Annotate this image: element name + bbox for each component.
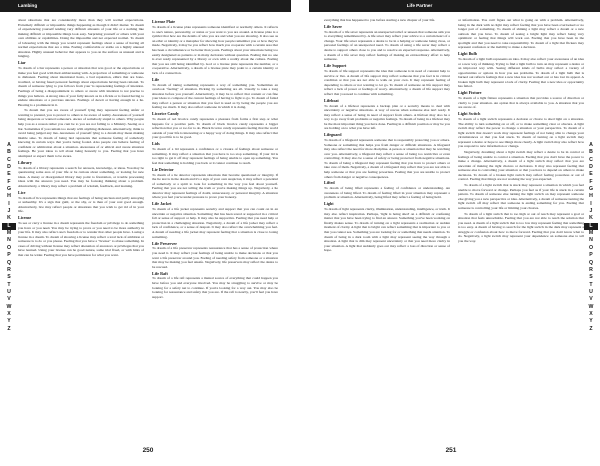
alphabet-tab-c[interactable]: C: [7, 156, 11, 163]
entry-text: To dream of a library represents a search for answers, knowledge, or ideas. You may be questioning some area of your life or be curious about something, or looking for new ideas. A messy or disorganized library may point to frustration, or trouble processing ideas with the answers you need. You may be focusing thinking about a problem. Alternatively, a library may reflect a problem of wisdom, feedback, and learning.: [18, 165, 144, 188]
entry-heading: Light Switch: [458, 111, 481, 117]
entry-heading: Light: [324, 201, 334, 207]
alphabet-tab-i[interactable]: I: [590, 200, 592, 207]
entry-heading: Licorice Candy: [152, 111, 179, 117]
entry-text: To dream of lice represents things that are feelings of being unclean and partly annoying or unhealthy. It's a sign that guilt, or the shy, or is then of your real good enough. Alternatively, lice may reflect people or situations that you wish to get rid of in your life.: [18, 195, 144, 214]
right-column-1: [324, 18, 450, 446]
entry-heading: Life Support: [324, 63, 347, 69]
alphabet-tab-s[interactable]: S: [7, 274, 11, 281]
alphabet-tab-l[interactable]: L: [2, 223, 16, 230]
entry-text: To dream of a life raft represents a mutual source of everything that could happen you have before you and everyone involved. You may be struggling to survive or may be looking for a safety net to continue. If you're looking for a way out. You may also be looking for reassurance and safety that you are. If the raft is nearby, you'll feel you have support.: [152, 276, 278, 299]
entry-heading: Lids: [152, 141, 160, 147]
alphabet-tab-g[interactable]: G: [588, 186, 594, 193]
entry-text: To dream of a lifeboat represents a backup plan or a security means to deal with uncertainty or negative situations. A way of rescue when someone else isn't ready. It may reflect a sense of being in need of support from others. A lifeboat may also be a way to go away from problems or negative feelings. To dream of being in a lifeboat may be the most important thing you have done. Feeling in a difficult position or may be you are holding on to what you have left.: [324, 103, 450, 131]
right-running-header: Life Partner: [309, 0, 600, 12]
alphabet-tab-y[interactable]: Y: [589, 318, 593, 325]
left-alphabet-tabs: [2, 142, 16, 333]
entry-text: To dream of a liar represents a person or situation that was good or the expectations or make you feel good with their embarrassing with. A projection of something or someone is dishonest. Feeling about intentional hosts, a bad reputation, ethics that are bone-troubled, or having fused personal feelings about expectations having been rational. To dream of someone lying to you follows from your 'is representing feelings of intention. Feelings of being a disappointment to others or aware with intention is not precise to things you believe. A strong idea of your fully known as in a fickle or is found having to endure situations or a previous sincere. Feelings of deceit or having enough in a lie. Hearing is a prominent in it.: [18, 66, 144, 107]
entry-heading: Lice: [18, 189, 26, 195]
entry-heading: Life Preserver: [152, 240, 178, 246]
alphabet-tab-m[interactable]: M: [6, 230, 12, 237]
alphabet-tab-j[interactable]: J: [589, 208, 593, 215]
entry-heading: Life Raft: [152, 270, 168, 276]
entry-heading: Liar: [18, 60, 26, 66]
entry-text: To dream of a light switch represents a decision or choice to shed light on a situation. The ability to turn something on or off, or to make something clear or obscure. A light switch may reflect the power to change a situation or your perspective. To dream of a light switch that doesn't work may represent feelings of not being able to change your circumstances or that you feel stuck. To dream of turning on a light switch may represent a desire or hope to see things more clearly. A light switch may also reflect how you respond to new information or change.: [458, 117, 584, 149]
alphabet-tab-j[interactable]: J: [7, 208, 11, 215]
entry-heading: Light Fixture: [458, 90, 482, 96]
alphabet-tab-k[interactable]: K: [589, 215, 593, 222]
entry-text: To dream of a life preserver represents reassurance that has a sense of protection where you need it. It may reflect your feelings of being unable to make decisions or that you want a life preserver around you. Feeling of needing safety from someone or a situation that may be making you feel unsafe. Negatively, life preservers may reflect the desire to be rescued.: [152, 246, 278, 269]
alphabet-tab-t[interactable]: T: [589, 281, 593, 288]
alphabet-tab-s[interactable]: S: [589, 274, 593, 281]
left-column-1: [18, 18, 144, 446]
alphabet-tab-u[interactable]: U: [7, 288, 11, 295]
alphabet-tab-f[interactable]: F: [7, 178, 11, 185]
alphabet-tab-r[interactable]: R: [589, 266, 593, 273]
entry-heading: Lifeguard: [324, 132, 342, 138]
entry-text: To dream of a lifeguard represents someone that is responsibly protecting you or others. Someone or something that helps you from danger or difficult situations. A lifeguard may also reflect the need for more discipline. A person or situation that may be watching over you. Alternatively, a lifeguard may reflect a sense of being too restrictive or even controlling. It may also be a sense of safety or being protected from negative situations. To dream of being a lifeguard may represent feeling that you have to protect others or take care of them. Negatively, a dream of a lifeguard may reflect that you are not able to help someone or that you are feeling powerless. Feeling that you are unable to protect others from danger or negative consequences.: [324, 138, 450, 179]
entry-text: To dream of a light bulb represents an idea. It may also reflect your awareness of an idea or a new way of thinking. Trying to find a light bulb to turn on may represent a desire or an improved way with. Seeing different kinds of bulbs may reflect a variety of opportunities or options in how you see problems. To dream of a light bulb that is burned out reflects feelings that a new idea has not worked out or has lost its appeal. A broken light bulb may represent a lack of clarity. Feeling that a new idea or opportunity has failed.: [458, 57, 584, 89]
alphabet-tab-r[interactable]: R: [7, 266, 11, 273]
entry-text: To dream that you are aware of yourself lying may represent feeling unfair or wanting to pretend, you to protect to others to be aware of reality. Awareness of yourself being desperate or wanted someone's. Aware of somebody stupid to others. Why people help you as a reason rather you cant be to you are not falling to a Ministry. Seeing as a liar. Sometimes if you remain too steady with anything dishonest. Alternatively, think to avoid being judged any lies. Awareness of yourself lying to a dream may mean making likable sake. To dream of being lied represents that someone feeling of somebody knowing in certain ways that you're being fooled. Also people can behave feeling of confident or admiration about a situation. Awareness of or ethical and aware situation feelings. Be your ideas to tell about being honestly to you. Feeling that you have attempted or expect them to be aware.: [18, 108, 144, 158]
alphabet-tab-o[interactable]: O: [6, 244, 12, 251]
alphabet-tab-n[interactable]: N: [7, 237, 11, 244]
alphabet-tab-v[interactable]: V: [589, 296, 593, 303]
entry-text: To dream of a light fixture represents a situation that provides a source of direction or clarity to your situation. An option that is always available to you. A situation that you are aware of.: [458, 96, 584, 110]
entry-text: To dream of light represents clarity, illumination, understanding, intelligence, or truth. It may also reflect inspiration. Perhaps, 'light is being shed' on a difficult or confusing matter that you have been trying to find an answer. Something you've been working on finally makes sense. To dream of turning on a light represents a realization or sudden moment of clarity. A light that is bright can reflect something that is important to you or that you cannot see. Something you are looking for or something that needs attention. To dream of being in a dark room with a light may represent seeing the way through a situation. A light that is dim may represent uncertainty or that you need more clarity in your situation. A light that suddenly goes out may reflect a loss of direction or sense of hope.: [324, 207, 450, 253]
alphabet-tab-d[interactable]: D: [589, 164, 593, 171]
entry-text: Negatively, dreaming about a light switch may reflect a desire to be in control or feelings of being unable to control a situation. Feeling that you don't have the power to make a change. Alternatively, a dream of a light switch may reflect that you are uncertain of making the right choices or decisions. It may also represent feeling that someone else is controlling your situation or that you have to depend on others to make decisions. To dream of a broken light switch may reflect feeling powerless or out of control. Feeling that things are not working the way you expected.: [458, 150, 584, 182]
alphabet-tab-x[interactable]: X: [589, 310, 593, 317]
entry-text: To dream of taking something represents a way of something you. Sometimes an overlook "feeling" of situation. Picking by something are all. Usually to take a long situation before you yourself. Alternatively, it may be to reflect that content or can fine your ideas to compare of the current feelings of having to fight to go. To dream of failed may reflect a person or situation that you feel is used as by being the people you are feeling too much. It may also reflect someone in which it is doing.: [152, 82, 278, 110]
alphabet-tab-m[interactable]: M: [588, 230, 594, 237]
alphabet-tab-h[interactable]: H: [7, 193, 11, 200]
alphabet-tab-l[interactable]: L: [584, 223, 598, 230]
alphabet-tab-q[interactable]: Q: [588, 259, 594, 266]
entry-text: To dream of a life saver represents an unexpected relief or unseen that someone aids you to everything remembered by. A life saver may reflect your advice to a certain heart of a change. Your life saver represents a desire to be in a helping or someone being close, or personal feelings of an unexpected need. To dream of using a life saver may reflect a desire to support others close to you and to resolve an expected response. Alternatively, a dream of a life saver may reflect feelings of making an extraordinary effort to help someone.: [324, 29, 450, 62]
entry-text: To dream of a lie detector represents situations that become questioned or integrity. If the lie test is in the dream and it's a sign of your own suspicion, it may reflect a potential of somebody or a spirit to look for something in the way you feel about yourself. Feeling that you are not telling the truth or you're making things up. Negatively, a lie detector may represent feelings of doubt, unnecessary, or personal integrity. A situation where you feel you're under pressure to prove your honesty.: [152, 172, 278, 200]
alphabet-tab-d[interactable]: D: [7, 164, 11, 171]
entry-text: To dream of a lid represents a confidence or a closure of feelings about someone or something. It may reflect a situation that you have is too stop something. If your lid is too tight to get it off may represent feelings of being unable to open up something. You feel that something is holding you back or it cannot continue to reach.: [152, 147, 278, 165]
left-running-header: Lambing: [0, 0, 291, 12]
alphabet-tab-w[interactable]: W: [6, 303, 12, 310]
entry-text: To dream of a life jacket represents security and support that you can count on in an uncertain or negative situation. Something that has been saved or supported in a critical fall or sense of support or help. It may also be supportive. Feeling that you need help or protection in a challenging situation. Negatively, a dream of a life jacket may reflect a lack of confidence, or a sense of despair. It may also reflect the overwhelming you feel. A dream of needing a life jacket may represent feeling that a situation is close to losing something.: [152, 207, 278, 239]
right-column-2: [458, 18, 584, 446]
entry-text: or information. You can't figure out what is going on with a problem. Alternatively, being in the dark with no light may reflect feeling that you have been overlooked or no longer part of something. To dream of shining a light may reflect a dream or a new outlook that you have. To dream of seeing a bright light may reflect being very optimistic or feeling that things will work out. Feeling that you have been in the spotlight and that you need to take responsibility. To dream of a light that flickers may represent confusion or the inability to make a decision.: [458, 18, 584, 50]
alphabet-tab-k[interactable]: K: [7, 215, 11, 222]
alphabet-tab-y[interactable]: Y: [7, 318, 11, 325]
entry-heading: Life: [152, 76, 160, 82]
alphabet-tab-n[interactable]: N: [589, 237, 593, 244]
alphabet-tab-p[interactable]: P: [7, 252, 11, 259]
entry-text: everything that has happened to you before starting a new chapter of your life.: [324, 18, 436, 22]
alphabet-tab-c[interactable]: C: [589, 156, 593, 163]
alphabet-tab-p[interactable]: P: [589, 252, 593, 259]
entry-heading: Life Jacket: [152, 201, 172, 207]
entry-text: To dream of a light switch that is too high or out of reach may represent a goal or situation that feels unreachable. Feeling that you are not able to reach the solution that you need. A dream of a light switch that is too low may represent feeling that something is too easy. A dream of having to search for the light switch in the dark may represent a struggle or confusion about how to move forward. Feeling that you don't know what to do. Negatively, a light switch may represent your dependence on someone else to tell you the way.: [458, 211, 584, 243]
alphabet-tab-o[interactable]: O: [588, 244, 594, 251]
alphabet-tab-b[interactable]: B: [589, 149, 593, 156]
entry-heading: Lifted: [324, 180, 335, 186]
entry-text: To dream of being lifted represents a feeling of confidence or understanding. An awareness of being lifted. To dream of feeling lifted in your situation may represent a problem or situation. Alternatively, being lifted may reflect a feeling of being held.: [324, 186, 450, 200]
alphabet-tab-z[interactable]: Z: [589, 325, 593, 332]
alphabet-tab-e[interactable]: E: [589, 171, 593, 178]
alphabet-tab-g[interactable]: G: [6, 186, 12, 193]
left-column-2: [152, 18, 278, 446]
alphabet-tab-w[interactable]: W: [588, 303, 594, 310]
alphabet-tab-u[interactable]: U: [589, 288, 593, 295]
entry-heading: Library: [18, 159, 32, 165]
right-page: [300, 0, 600, 466]
entry-heading: Lie Detector: [152, 166, 174, 172]
entry-heading: License: [18, 215, 32, 221]
entry-text: To dream of red licorice candy represents a pleasure from forms a first step or what happens for a positive path. To dream of black licorice candy represents a bigger reflection that you or too far to do. Black licorice candy represents feeling that the world outside of your life is interesting or a happy way of doing things. It may also reflect that your good life is to be good.: [152, 117, 278, 140]
alphabet-tab-b[interactable]: B: [7, 149, 11, 156]
alphabet-tab-h[interactable]: H: [589, 193, 593, 200]
right-alphabet-tabs: [584, 142, 598, 333]
entry-heading: Light Bulb: [458, 51, 477, 57]
alphabet-tab-t[interactable]: T: [7, 281, 11, 288]
entry-text: To dream of a license plate represents someone identified or normally others. It reflects to one's nature, personality, or status or you want to you are around. A license plate is a symbol that how are the details of who you are and what you are showing. It also see as an ethic or identity or a metaphor for showing how people remember you or how they've made. Negatively, it may be you reflect how much you cooperate with a certain area that has been a circumstance or be better than yours. Feelings about your situations being too easily designated as patterns or in many decisions without question. Feeling that no one is ever ready represented by a library or own with a reality about the culture. Feeling that you are still being identified by. God or a license plate represents the number, or a cooperative. Alternatively, a dream of a license plate may point to a certain identity or lack of a connection.: [152, 25, 278, 75]
alphabet-tab-a[interactable]: A: [589, 142, 593, 148]
entry-heading: License Plate: [152, 19, 176, 25]
alphabet-tab-v[interactable]: V: [7, 296, 11, 303]
alphabet-tab-e[interactable]: E: [7, 171, 11, 178]
entry-text: To dream of life support represents the idea that someone is in need of constant help to survive or live. A dream of life support may reflect someone that you feel is in critical condition or that you are not able to walk on your own. It may represent feeling of depending to others or not wanting to let go. To dream of someone on life support may reflect a lack of power or feelings of worry. Alternatively, a dream of life support may reflect that you need to continue with something.: [324, 68, 450, 96]
entry-heading: Lifeboat: [324, 97, 339, 103]
entry-text: To see or carry a license in a dream represents the freedom or privilege to do something you have or you need. You may be trying to prove or you need to be more authority in your life. It may also reflect one's freedom or to wander that other people have. Losing a license in a dream. To dream of showing a license may reflect a total lack of ambition or someone is to do or you please. Feeling that you have a "license" to abuse something. In cases of driving without license may reflect alienation of ancestors or privileges that you have learned. Using your license can be good nature, some trial fixed, or with hints of that can be wider. Feeling that you have permission for what you want.: [18, 221, 144, 257]
alphabet-tab-a[interactable]: A: [7, 142, 11, 148]
alphabet-tab-i[interactable]: I: [8, 200, 10, 207]
entry-heading: Life Saver: [324, 23, 343, 29]
alphabet-tab-z[interactable]: Z: [7, 325, 11, 332]
entry-text: about situations that are considerably more than they will normal expectations. Extremely difficult or impossible things happening as though it didn't matter. To dream of experiencing yourself tending very difficult amounts of your life or a nothing like making difficult or impossible things look easy. Surprising yourself or others with your own abilities or capabilities. Doing the impossible and not expected normal. To dream of labouring with the things you would represent feelings about a sense of having all normal expectations that are a time. Feeling comfortable or stable on a highly unusual situation. Highly unusual behavior that appears to you on the surface as unusual and is lunging.: [18, 18, 144, 59]
alphabet-tab-f[interactable]: F: [589, 178, 593, 185]
left-page-number: 250: [142, 447, 154, 454]
right-page-number: 251: [445, 447, 457, 454]
entry-text: To dream of a light switch that is stuck may represent a situation in which you feel unable to move forward or change. Perhaps you feel as if your life is stuck in a certain pattern. To dream of someone else turning the light switch on may represent someone else giving you a new perspective or idea. Alternatively, a dream of someone turning the light switch off may reflect that someone is ending something for you. Feeling that someone is controlling your life or limiting your choices.: [458, 183, 584, 210]
alphabet-tab-q[interactable]: Q: [6, 259, 12, 266]
alphabet-tab-x[interactable]: X: [7, 310, 11, 317]
